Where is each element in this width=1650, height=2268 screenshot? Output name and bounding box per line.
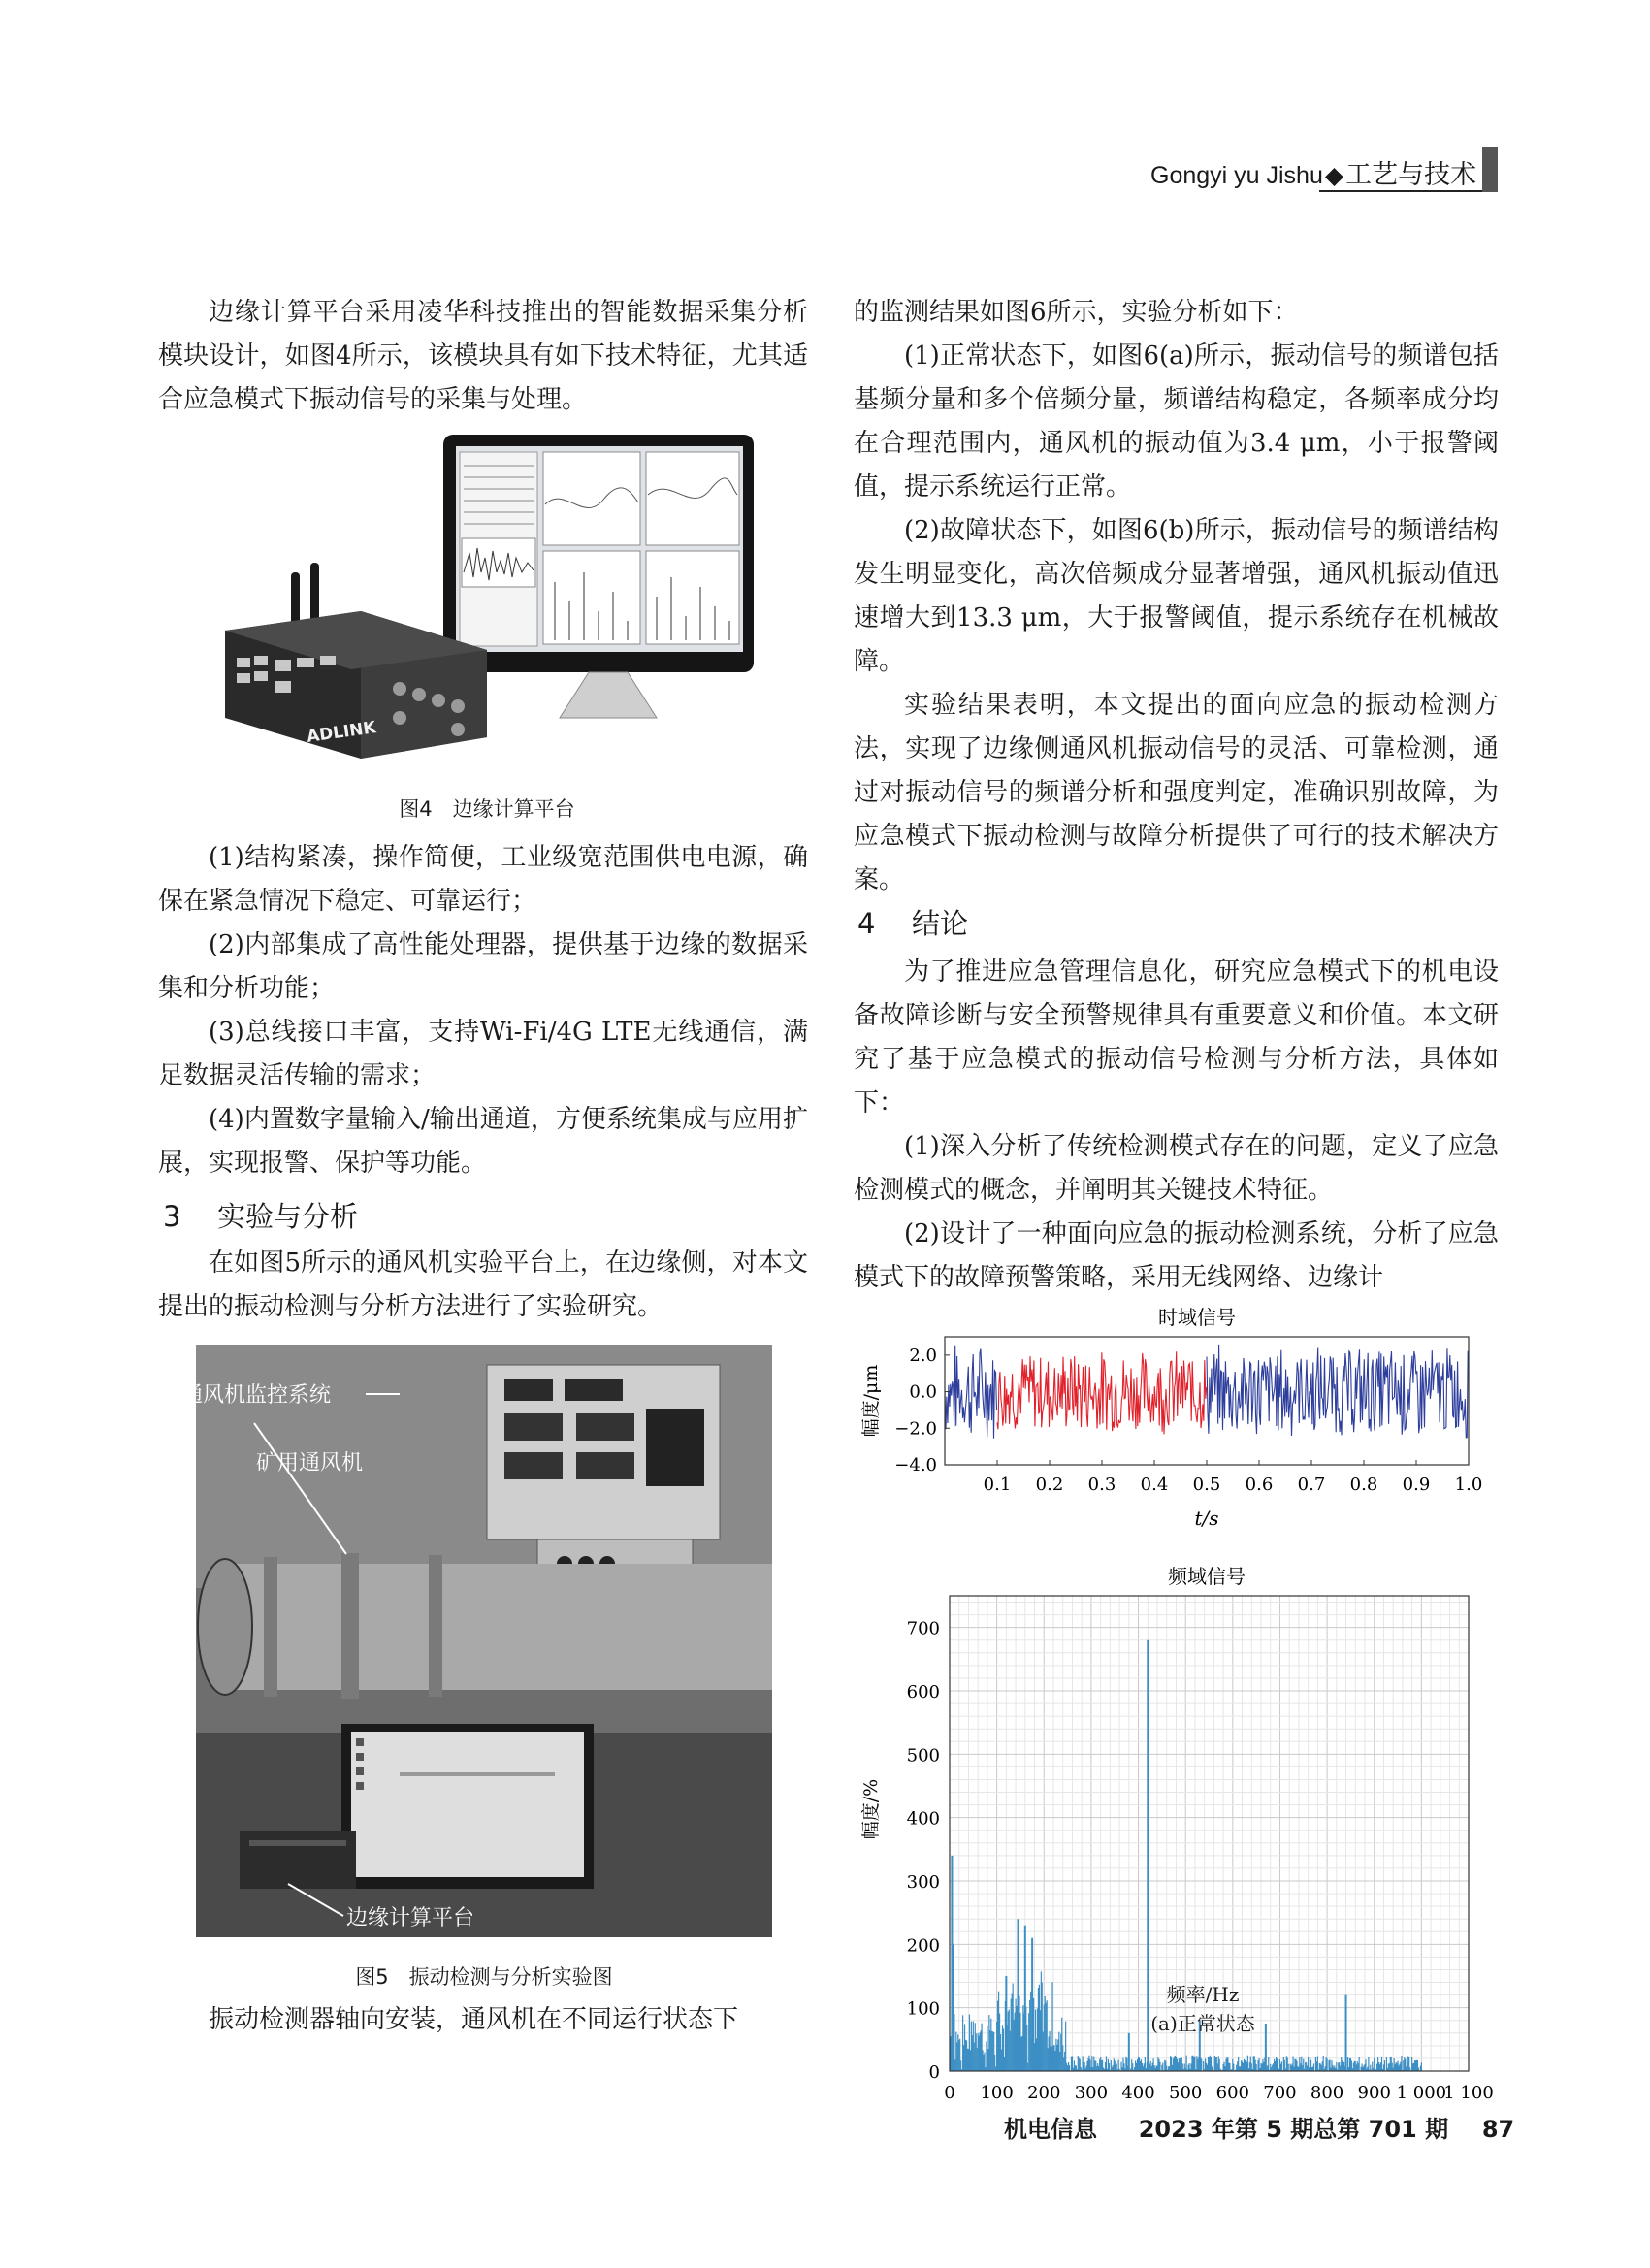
time-xtick-label: 0.8: [1349, 1474, 1378, 1495]
freq-chart-title: 频域信号: [1168, 1565, 1246, 1588]
paragraph: (1)正常状态下，如图6(a)所示，振动信号的频谱包括基频分量和多个倍频分量，频谱结构稳定，各频率成分均在合理范围内，通风机的振动值为3.4 μm，小于报警阈值，提示系统运行正常。: [854, 341, 1499, 502]
time-xtick-label: 0.2: [1035, 1474, 1064, 1495]
time-xtick-label: 0.9: [1402, 1474, 1431, 1495]
header-chinese: 工艺与技术: [1345, 160, 1477, 190]
section-title: 结论: [912, 907, 969, 940]
section-title: 实验与分析: [217, 1200, 359, 1233]
figure-4-caption: 图4 边缘计算平台: [399, 797, 575, 821]
adlink-logo: ADLINK: [305, 718, 377, 747]
figure-5-caption: 图5 振动检测与分析实验图: [355, 1965, 613, 1989]
freq-ytick-label: 500: [906, 1745, 940, 1766]
fan-test-photo: [181, 1345, 772, 1937]
freq-xtick-label: 600: [1215, 2083, 1249, 2103]
label-monitor-system: 通风机监控系统: [181, 1383, 332, 1408]
freq-xtick-label: 200: [1027, 2083, 1061, 2103]
vibration-charts: [857, 1300, 1498, 2103]
paragraph: 振动检测器轴向安装，通风机在不同运行状态下: [209, 2005, 739, 2034]
list-item: (3)总线接口丰富，支持Wi-Fi/4G LTE无线通信，满足数据灵活传输的需求；: [158, 1018, 808, 1090]
time-chart-title: 时域信号: [1158, 1306, 1236, 1329]
freq-xtick-label: 700: [1263, 2083, 1297, 2103]
section-3-heading: [163, 1195, 358, 1239]
list-item: (2)内部集成了高性能处理器，提供基于边缘的数据采集和分析功能；: [158, 930, 808, 1003]
freq-xtick-label: 0: [944, 2083, 955, 2103]
time-xtick-label: 0.1: [983, 1474, 1012, 1495]
footer-journal: 机电信息: [1004, 2116, 1097, 2143]
left-section3-text: [158, 1242, 808, 1329]
edge-platform-photo: [215, 427, 759, 766]
footer: [1004, 2110, 1514, 2144]
freq-chart-ylabel: 幅度/%: [860, 1778, 882, 1840]
time-xtick-label: 0.7: [1297, 1474, 1326, 1495]
figure-4: [215, 427, 759, 766]
section-number: 4: [857, 907, 876, 940]
paragraph: (2)故障状态下，如图6(b)所示，振动信号的频谱结构发生明显变化，高次倍频成分显著增强，通风机振动值迅速增大到13.3 μm，大于报警阈值，提示系统存在机械故障。: [854, 516, 1499, 676]
time-chart-xlabel: t/s: [1194, 1507, 1219, 1530]
paragraph: 实验结果表明，本文提出的面向应急的振动检测方法，实现了边缘侧通风机振动信号的灵活、可靠检测，通过对振动信号的频谱分析和强度判定，准确识别故障，为应急模式下振动检测与故障分析提供了可行的技术解决方案。: [854, 691, 1499, 894]
freq-xtick-label: 400: [1121, 2083, 1155, 2103]
section-number: 3: [163, 1200, 181, 1233]
left-last-line: [158, 1998, 808, 2042]
time-ytick-label: −2.0: [894, 1418, 937, 1440]
freq-xtick-label: 900: [1357, 2083, 1391, 2103]
header-underline: [1319, 190, 1484, 192]
figure-5: [181, 1345, 772, 1937]
left-features: [158, 836, 808, 1185]
time-chart-ylabel: 幅度/μm: [860, 1364, 882, 1438]
time-ytick-label: 0.0: [909, 1381, 937, 1403]
list-item: (1)结构紧凑，操作简便，工业级宽范围供电电源，确保在紧急情况下稳定、可靠运行；: [158, 843, 808, 916]
page-number: 87: [1481, 2116, 1515, 2143]
time-xtick-label: 0.6: [1245, 1474, 1274, 1495]
list-item: (4)内置数字量输入/输出通道，方便系统集成与应用扩展，实现报警、保护等功能。: [158, 1105, 808, 1178]
footer-issue: 2023 年第 5 期总第 701 期: [1138, 2116, 1449, 2143]
freq-xtick-label: 800: [1310, 2083, 1344, 2103]
freq-xtick-label: 1 100: [1443, 2083, 1494, 2103]
freq-ytick-label: 600: [906, 1682, 940, 1702]
header-latin: Gongyi yu Jishu: [1150, 162, 1323, 189]
freq-ytick-label: 300: [906, 1872, 940, 1893]
freq-ytick-label: 100: [906, 1998, 940, 2020]
freq-ytick-label: 200: [906, 1935, 940, 1957]
paragraph: 为了推进应急管理信息化，研究应急模式下的机电设备故障诊断与安全预警规律具有重要意义和价值。本文研究了基于应急模式的振动信号检测与分析方法，具体如下：: [854, 957, 1499, 1118]
freq-xlabel: 频率/Hz: [1166, 1983, 1240, 2006]
paragraph: (2)设计了一种面向应急的振动检测系统，分析了应急模式下的故障预警策略，采用无线网络、边缘计: [854, 1219, 1499, 1292]
freq-xtick-label: 300: [1074, 2083, 1109, 2103]
paragraph: 的监测结果如图6所示，实验分析如下：: [854, 298, 1299, 327]
paragraph: 边缘计算平台采用凌华科技推出的智能数据采集分析模块设计，如图4所示，该模块具有如下技术特征，尤其适合应急模式下振动信号的采集与处理。: [158, 298, 808, 414]
time-xtick-label: 0.5: [1192, 1474, 1221, 1495]
section-4-heading: [857, 902, 968, 946]
header-diamond-icon: ◆: [1324, 161, 1344, 189]
freq-xtick-label: 500: [1169, 2083, 1203, 2103]
paragraph: 在如图5所示的通风机实验平台上，在边缘侧，对本文提出的振动检测与分析方法进行了实验研究。: [158, 1248, 808, 1321]
right-conclusion: [854, 951, 1499, 1300]
freq-xtick-label: 100: [980, 2083, 1014, 2103]
label-edge-platform: 边缘计算平台: [346, 1906, 475, 1930]
figure-6a: [857, 1300, 1498, 2103]
freq-ytick-label: 700: [906, 1618, 940, 1639]
figure-6a-caption: (a)正常状态: [1150, 2012, 1255, 2035]
left-intro: [158, 291, 808, 422]
freq-ytick-label: 0: [928, 2062, 940, 2083]
paragraph: (1)深入分析了传统检测模式存在的问题，定义了应急检测模式的概念，并阐明其关键技术特征。: [854, 1132, 1499, 1205]
label-mine-fan: 矿用通风机: [256, 1451, 364, 1475]
right-text: [854, 291, 1499, 902]
time-xtick-label: 1.0: [1454, 1474, 1483, 1495]
freq-ytick-label: 400: [906, 1808, 940, 1830]
time-ytick-label: −4.0: [894, 1455, 937, 1475]
freq-xtick-label: 1 000: [1396, 2083, 1447, 2103]
time-ytick-label: 2.0: [909, 1345, 937, 1366]
time-xtick-label: 0.4: [1140, 1474, 1169, 1495]
time-xtick-label: 0.3: [1087, 1474, 1116, 1495]
running-header: [1150, 153, 1476, 191]
header-bar: [1482, 147, 1498, 192]
